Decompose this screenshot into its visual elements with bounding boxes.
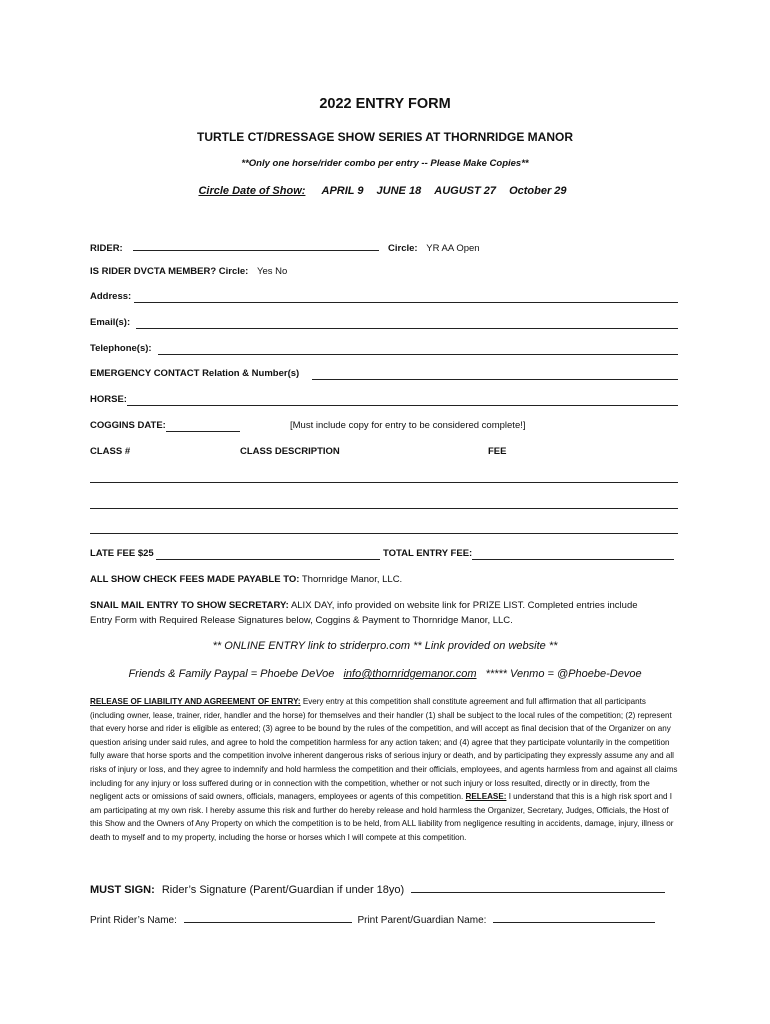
class-description-header: CLASS DESCRIPTION (240, 446, 340, 457)
print-names-row (90, 912, 655, 926)
division-circle-label: Circle: (388, 243, 418, 254)
rider-signature-label: Rider’s Signature (Parent/Guardian if under 18yo) (161, 884, 405, 896)
class-fee-header: FEE (488, 446, 507, 457)
total-entry-fee-label: TOTAL ENTRY FEE: (383, 548, 473, 559)
horse-row (90, 394, 678, 408)
coggins-date-field[interactable] (166, 431, 240, 432)
print-rider-field[interactable] (184, 912, 352, 923)
class-entry-line-1[interactable] (90, 482, 678, 483)
paypal-email-link[interactable]: info@thornridgemanor.com (343, 668, 477, 680)
class-entry-line-2[interactable] (90, 508, 678, 509)
date-option-august[interactable]: AUGUST 27 (434, 185, 496, 197)
coggins-note: [Must include copy for entry to be considered complete!] (290, 420, 526, 431)
show-dates-label: Circle Date of Show: (198, 185, 306, 197)
form-subtitle: TURTLE CT/DRESSAGE SHOW SERIES AT THORNRIDGE MANOR (196, 130, 573, 144)
release-heading: RELEASE OF LIABILITY AND AGREEMENT OF ENTRY: (90, 697, 301, 706)
form-title: 2022 ENTRY FORM (319, 96, 451, 112)
horse-label: HORSE: (90, 394, 127, 405)
date-option-june[interactable]: JUNE 18 (376, 185, 422, 197)
fee-totals-row (90, 548, 678, 562)
coggins-label: COGGINS DATE: (90, 420, 166, 431)
print-parent-label: Print Parent/Guardian Name: (357, 915, 487, 926)
telephone-field[interactable] (158, 354, 678, 355)
payable-label: ALL SHOW CHECK FEES MADE PAYABLE TO: (90, 574, 300, 585)
print-rider-label: Print Rider’s Name: (90, 915, 177, 926)
class-number-header: CLASS # (90, 446, 131, 457)
show-dates (0, 185, 770, 197)
rider-label: RIDER: (90, 243, 123, 254)
late-fee-field[interactable] (156, 559, 380, 560)
emergency-row (90, 368, 678, 382)
paypal-prefix: Friends & Family Paypal = Phoebe DeVoe (128, 668, 335, 680)
release-body-1: Every entry at this competition shall constitute agreement and full affirmation that all participants (including owner, lease, trainer, rider, handler and the horse) for themselves and their handler (1) shall be subject to the local rules of the competition; (2) represent that every horse and rider is eligible as entered; (3) agree to be bound by the rules of the competition, and will accept as final decision that of the Organizer on any question arising under said rules, and agree to hold the competition harmless for any action taken; and (4) agree that they participate voluntarily in the competition fully aware that horse sports and the competition involve inherent dangerous risks of serious injury or death, and by participating they expressly assume any and all risks of injury or loss, and they agree to indemnify and hold harmless the competition and their officials, employees, and agents harmless from and against all claims including for any injury or loss suffered during or in connection with the competition, whether or not such injury or loss resulted, directly or in directly, from the negligent acts or omissions of said owners, officials, managers, employees or agents of this competition. (90, 697, 678, 802)
telephone-row (90, 343, 678, 357)
payable-row (90, 574, 678, 585)
release-heading-2: RELEASE: (465, 792, 507, 802)
mail-label: SNAIL MAIL ENTRY TO SHOW SECRETARY: (90, 600, 289, 611)
coggins-row (90, 420, 678, 434)
email-label: Email(s): (90, 317, 131, 328)
member-options[interactable]: Yes No (257, 266, 288, 277)
member-row (90, 266, 678, 277)
emergency-label: EMERGENCY CONTACT Relation & Number(s) (90, 368, 300, 379)
division-options[interactable]: YR AA Open (426, 243, 480, 254)
email-row (90, 317, 678, 331)
telephone-label: Telephone(s): (90, 343, 152, 354)
total-entry-fee-field[interactable] (472, 559, 674, 560)
class-entry-line-3[interactable] (90, 533, 678, 534)
mail-row-2 (90, 615, 678, 626)
must-sign-label: MUST SIGN: (90, 884, 155, 896)
venmo-text: ***** Venmo = @Phoebe-Devoe (485, 668, 642, 680)
email-field[interactable] (136, 328, 678, 329)
copies-note: **Only one horse/rider combo per entry -- Please Make Copies** (241, 158, 529, 169)
rider-signature-field[interactable] (411, 882, 665, 893)
rider-row (90, 240, 678, 254)
date-option-april[interactable]: APRIL 9 (321, 185, 364, 197)
mail-text-line-1: ALIX DAY, info provided on website link for PRIZE LIST. Completed entries include (290, 600, 638, 611)
paypal-venmo-line (0, 668, 770, 680)
member-label: IS RIDER DVCTA MEMBER? Circle: (90, 266, 249, 277)
mail-text-line-2: Entry Form with Required Release Signatures below, Coggins & Payment to Thornridge Manor, LLC. (90, 615, 513, 626)
address-row (90, 291, 678, 305)
release-of-liability (90, 695, 680, 845)
release-body-2: I understand that this is a high risk sport and I am participating at my own risk. I hereby assume this risk and further do hereby release and hold harmless the Organizer, Secretary, Judges, Officials, the Host of this Show and the Owners of Any Property on which the competition is to be held, from ALL liability from negligence resulting in accidents, damage, injury, illness or death to myself and to my property, including the horse or horses which I will compete at this competition. (90, 792, 674, 842)
date-option-october[interactable]: October 29 (509, 185, 567, 197)
address-field[interactable] (134, 302, 678, 303)
print-parent-field[interactable] (493, 912, 655, 923)
late-fee-label: LATE FEE $25 (90, 548, 154, 559)
payable-value: Thornridge Manor, LLC. (301, 574, 403, 585)
horse-field[interactable] (127, 405, 678, 406)
rider-signature-row (90, 882, 665, 896)
mail-row-1 (90, 600, 678, 611)
online-entry-note: ** ONLINE ENTRY link to striderpro.com ** Link provided on website ** (212, 640, 558, 652)
rider-name-field[interactable] (133, 240, 379, 251)
address-label: Address: (90, 291, 132, 302)
emergency-field[interactable] (312, 379, 678, 380)
